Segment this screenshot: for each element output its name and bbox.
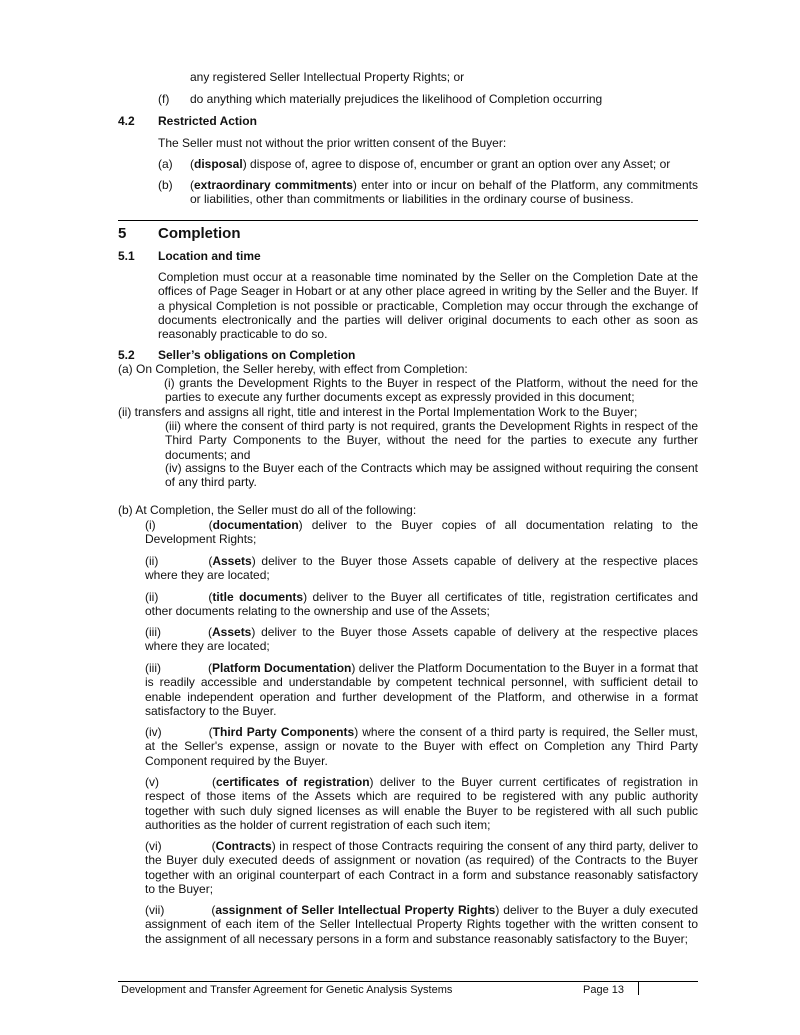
completion-item-contracts: (vi) (Contracts) in respect of those Contracts requiring the consent of any third party, deliver to the Buyer duly executed deeds of assignment or novation (as required) of the Contracts to the Buyer together with an original counterpart of each Contract in a form and substance reasonably satisfactory to the Buyer; (145, 839, 698, 896)
section-5-title: Completion (158, 225, 241, 242)
item-label: (v) (145, 775, 159, 789)
clause-a-ii: (ii) transfers and assigns all right, title and interest in the Portal Implementation Work to the Buyer; (118, 405, 638, 419)
item-label: (i) (145, 518, 156, 532)
clause-text: ) enter into or incur on behalf of the Platform, any commitments or liabilities, other than commitments or liabilities in the ordinary course of business. (190, 178, 698, 207)
item-text: ) deliver to the Buyer all certificates of title, registration certificates and other documents relating to the ownership and use of the Assets; (145, 590, 698, 619)
item-text: ) where the consent of a third party is required, the Seller must, at the Seller's expense, assign or novate to the Buyer with effect on Completion any Third Party Component required by the Buyer. (145, 725, 699, 768)
bold-term: title documents (212, 590, 304, 604)
bold-term: certificates of registration (216, 775, 370, 789)
section-5-number: 5 (118, 225, 127, 242)
item-text: ) deliver to the Buyer current certificates of registration in respect of those items of the Assets which are required to be registered with any public authority together with such duly signed licenses as will enable the Buyer to be registered with all such public authorities as the holder of current registration of each such item; (145, 775, 699, 832)
clause-a-iii: (iii) where the consent of third party is not required, grants the Development Rights in respect of the Third Party Components to the Buyer, without the need for the parties to execute any further documents; and (165, 419, 698, 462)
completion-item-third-party-components: (iv) (Third Party Components) where the consent of a third party is required, the Seller must, at the Seller's expense, assign or novate to the Buyer with effect on Completion any Third Party Component required by the Buyer. (145, 725, 699, 768)
item-text: ) deliver to the Buyer copies of all documentation relating to the Development Rights; (145, 518, 698, 547)
completion-item-documentation: (i) (documentation) deliver to the Buyer copies of all documentation relating to the Development Rights; (145, 518, 698, 547)
bold-term: Assets (212, 625, 252, 639)
item-label: (iii) (145, 625, 161, 639)
item-label: (ii) (145, 590, 159, 604)
completion-item-assignment-ip: (vii) (assignment of Seller Intellectual Property Rights) deliver to the Buyer a duly executed assignment of each item of the Seller Intellectual Property Rights together with the written consent to the assignment of all necessary persons in a form and substance reasonably satisfactory to the Buyer; (145, 903, 698, 946)
bold-term: Contracts (215, 839, 272, 853)
continuation-text: any registered Seller Intellectual Property Rights; or (190, 70, 465, 84)
item-label: (a) (158, 157, 173, 171)
clause-a-i: (i) grants the Development Rights to the Buyer in respect of the Platform, without the need for the parties to execute any further documents except as expressly provided in this document; (164, 376, 698, 405)
bold-term: assignment of Seller Intellectual Property Rights (215, 903, 496, 917)
bold-term: Platform Documentation (212, 661, 352, 675)
item-label: (f) (158, 92, 170, 106)
bold-term: Assets (212, 554, 252, 568)
completion-item-platform-documentation: (iii) (Platform Documentation) deliver the Platform Documentation to the Buyer in a format that is readily accessible and understandable by competent technical personnel, with sufficient detail to enable independent operation and further development of the Platform, and otherwise in a format satisfactory to the Buyer. (145, 661, 699, 718)
clause-a-line: (a) On Completion, the Seller hereby, with effect from Completion: (118, 362, 468, 376)
section-4-2-intro: The Seller must not without the prior written consent of the Buyer: (158, 136, 507, 150)
clause-extraordinary: (extraordinary commitments) enter into or incur on behalf of the Platform, any commitments or liabilities, other than commitments or liabilities in the ordinary course of business. (190, 178, 698, 207)
bold-term: Third Party Components (212, 725, 355, 739)
section-4-2-title: Restricted Action (158, 114, 257, 128)
item-text: ) deliver the Platform Documentation to the Buyer in a format that is readily accessible and understandable by competent technical personnel, with sufficient detail to enable independent operation and further development of the Platform, and otherwise in a format satisfactory to the Buyer. (145, 661, 699, 718)
item-text: ) deliver to the Buyer those Assets capable of delivery at the respective places where they are located; (145, 625, 698, 654)
completion-item-assets: (ii) (Assets) deliver to the Buyer those Assets capable of delivery at the respective places where they are located; (145, 554, 698, 583)
bold-term: disposal (194, 157, 243, 171)
completion-item-certificates: (v) (certificates of registration) deliver to the Buyer current certificates of registration in respect of those items of the Assets which are required to be registered with any public authority together with such duly signed licenses as will enable the Buyer to be registered with all such public authorities as the holder of current registration of each such item; (145, 775, 699, 832)
item-text: ) deliver to the Buyer a duly executed assignment of each item of the Seller Intellectual Property Rights together with the written consent to the assignment of all necessary persons in a form and substance reasonably satisfactory to the Buyer; (145, 903, 698, 946)
clause-disposal: (disposal) dispose of, agree to dispose of, encumber or grant an option over any Asset; or (190, 157, 671, 171)
section-5-2-title: Seller’s obligations on Completion (158, 348, 356, 362)
section-5-1-number: 5.1 (118, 249, 135, 263)
clause-text: ) dispose of, agree to dispose of, encumber or grant an option over any Asset; or (242, 157, 671, 171)
section-4-2-number: 4.2 (118, 114, 135, 128)
item-label: (vi) (145, 839, 162, 853)
clause-f-text: do anything which materially prejudices the likelihood of Completion occurring (190, 92, 603, 106)
item-label: (iv) (145, 725, 162, 739)
clause-a-iv: (iv) assigns to the Buyer each of the Contracts which may be assigned without requiring the consent of any third party. (165, 461, 698, 490)
footer-rule (118, 981, 698, 982)
footer-separator (638, 982, 639, 995)
item-label: (ii) (145, 554, 159, 568)
item-text: ) in respect of those Contracts requiring the consent of any third party, deliver to the Buyer duly executed deeds of assignment or novation (as required) of the Contracts to the Buyer together with an original counterpart of each Contract in a form and substance reasonably satisfactory to the Buyer; (145, 839, 698, 896)
page-number: Page 13 (583, 984, 624, 996)
footer-title: Development and Transfer Agreement for Genetic Analysis Systems (121, 984, 453, 996)
bold-term: documentation (212, 518, 299, 532)
completion-item-assets-2: (iii) (Assets) deliver to the Buyer those Assets capable of delivery at the respective places where they are located; (145, 625, 698, 654)
bold-term: extraordinary commitments (194, 178, 353, 192)
item-text: ) deliver to the Buyer those Assets capable of delivery at the respective places where they are located; (145, 554, 698, 583)
item-label: (vii) (145, 903, 165, 917)
section-5-2-number: 5.2 (118, 348, 135, 362)
item-label: (b) (158, 178, 173, 192)
clause-b-line: (b) At Completion, the Seller must do all of the following: (118, 503, 417, 517)
section-5-1-text: Completion must occur at a reasonable time nominated by the Seller on the Completion Date at the offices of Page Seager in Hobart or at any other place agreed in writing by the Seller and the Buyer. If a physical Completion is not possible or practicable, Completion may occur through the exchange of documents electronically and the parties will deliver original documents to each other as soon as reasonably practicable to do so. (158, 270, 698, 342)
item-label: (iii) (145, 661, 161, 675)
section-5-1-title: Location and time (158, 249, 261, 263)
completion-item-title-documents: (ii) (title documents) deliver to the Buyer all certificates of title, registration certificates and other documents relating to the ownership and use of the Assets; (145, 590, 698, 619)
section-divider (118, 220, 698, 221)
